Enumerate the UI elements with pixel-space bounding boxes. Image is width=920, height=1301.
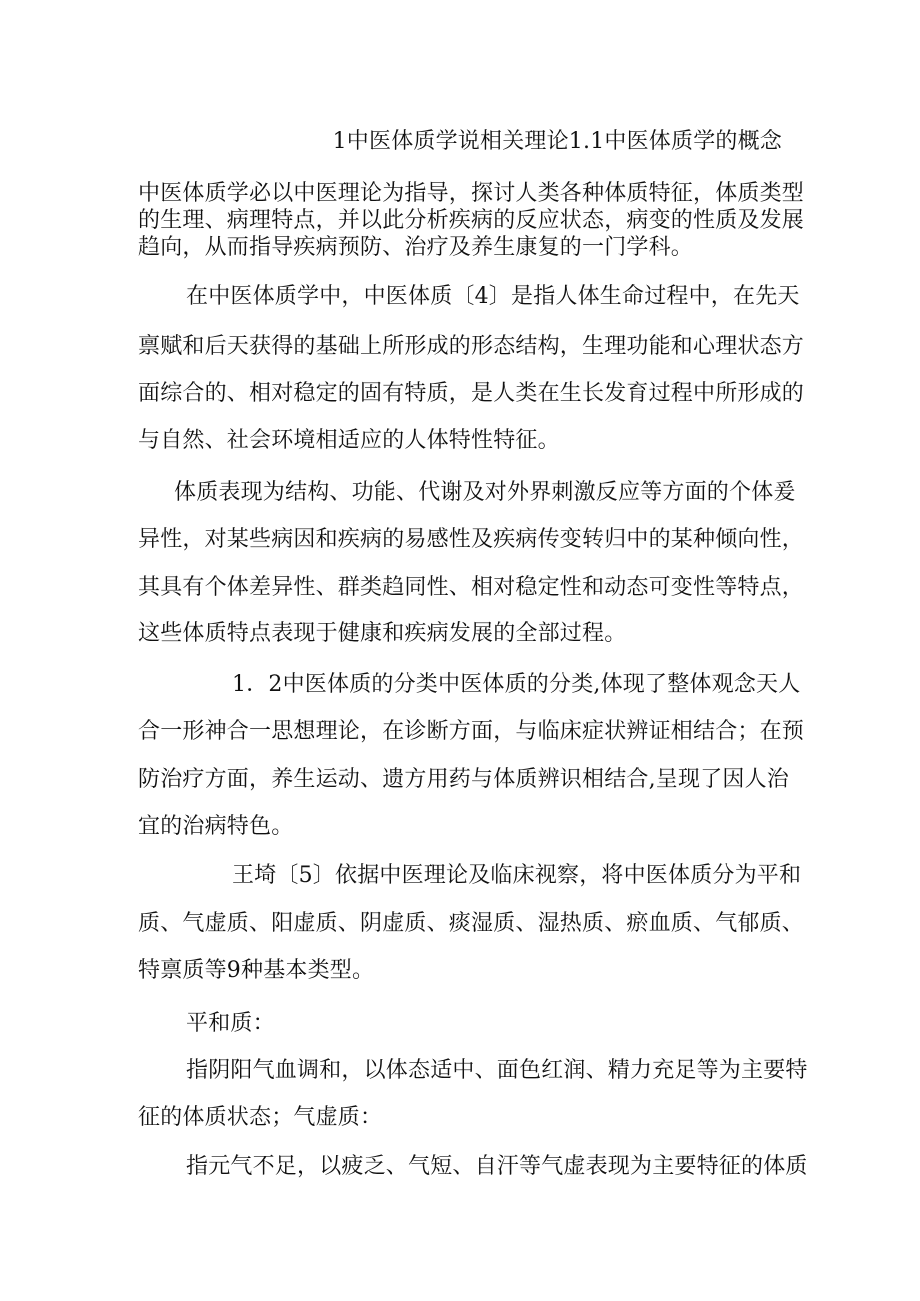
text-line: 的生理、病理特点，并以此分析疾病的反应状态，病变的性质及发展 bbox=[138, 208, 805, 233]
text-line: 防治疗方面，养生运动、遗方用药与体质辨识相结合,呈现了因人治 bbox=[138, 767, 789, 792]
text-line: 宜的治病特色。 bbox=[138, 814, 294, 839]
text-line: 合一形神合一思想理论，在诊断方面，与临床症状辨证相结合；在预 bbox=[138, 719, 805, 744]
text-line: 异性，对某些病因和疾病的易感性及疾病传变转归中的某种倾向性， bbox=[138, 527, 805, 552]
text-line: 禀赋和后天获得的基础上所形成的形态结构，生理功能和心理状态方 bbox=[138, 334, 805, 359]
section-heading: 1中医体质学说相关理论1.1中医体质学的概念 bbox=[332, 129, 782, 154]
text-line: 其具有个体差异性、群类趋同性、相对稳定性和动态可变性等特点， bbox=[138, 575, 805, 600]
text-line: 1．2中医体质的分类中医体质的分类,体现了整体观念天人 bbox=[232, 672, 801, 697]
text-line: 征的体质状态；气虚质： bbox=[138, 1105, 383, 1130]
text-line: 指阴阳气血调和，以体态适中、面色红润、精力充足等为主要特 bbox=[186, 1058, 808, 1083]
text-line: 中医体质学必以中医理论为指导，探讨人类各种体质特征，体质类型 bbox=[138, 181, 805, 206]
text-line: 与自然、社会环境相适应的人体特性特征。 bbox=[138, 428, 560, 453]
text-line: 体质表现为结构、功能、代谢及对外界刺激反应等方面的个体爰 bbox=[174, 480, 796, 505]
text-line: 平和质： bbox=[186, 1011, 275, 1036]
text-line: 特禀质等9种基本类型。 bbox=[138, 958, 375, 983]
text-line: 在中医体质学中，中医体质〔4〕是指人体生命过程中，在先天 bbox=[186, 284, 800, 309]
text-line: 指元气不足，以疲乏、气短、自汗等气虚表现为主要特征的体质 bbox=[186, 1154, 808, 1179]
text-line: 面综合的、相对稳定的固有特质，是人类在生长发育过程中所形成的 bbox=[138, 381, 805, 406]
text-line: 质、气虚质、阳虚质、阴虚质、痰湿质、湿热质、瘀血质、气郁质、 bbox=[138, 911, 805, 936]
text-line: 这些体质特点表现于健康和疾病发展的全部过程。 bbox=[138, 621, 627, 646]
text-line: 趋向，从而指导疾病预防、治疗及养生康复的一门学科。 bbox=[138, 235, 694, 260]
text-line: 王埼〔5〕依据中医理论及临床视察，将中医体质分为平和 bbox=[232, 863, 802, 888]
